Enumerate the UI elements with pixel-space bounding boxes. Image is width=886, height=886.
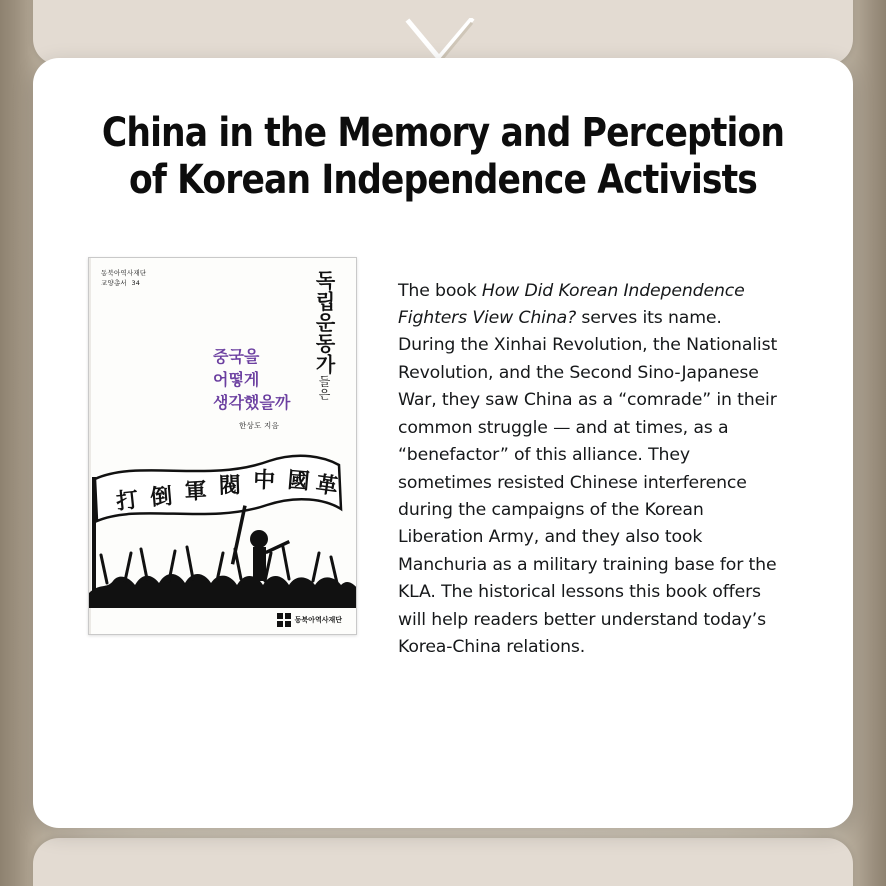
svg-text:倒: 倒 (149, 484, 174, 512)
blurb-rest: serves its name. During the Xinhai Revolution, the Nationalist Revolution, and the Second Sino-Japanese War, they saw China as a “comrade” in their common struggle — and at times, as a “benefactor” of this alliance. They sometimes resisted Chinese interference during the campaigns of the Korean Liberation Army, and they also took Manchuria as a military training base for the KLA. The historical lessons this book offers will help readers better understand today’s Korea-China relations. (398, 308, 778, 657)
book-description-text (398, 275, 783, 662)
card-stack-below (33, 838, 853, 886)
book-korean-subtitle: 중국을 어떻게 생각했을까 (213, 347, 291, 412)
book-author-line: 한상도 지음 (239, 421, 280, 431)
publisher-mark-icon (277, 613, 291, 627)
publisher-logo-text: 동북아역사재단 (294, 616, 342, 625)
book-publisher-logo (277, 613, 342, 627)
book-korean-title: 독립운동가들은 (312, 270, 336, 402)
book-publisher-label: 동북아역사재단 교양총서 34 (101, 269, 147, 287)
svg-text:閥: 閥 (218, 473, 242, 500)
blurb-lead: The book (398, 280, 482, 301)
svg-text:國: 國 (286, 468, 311, 496)
blurb-book-title: How Did Korean Independence Fighters View China? (398, 280, 745, 329)
svg-text:革: 革 (314, 472, 340, 501)
book-cover-artwork (89, 443, 356, 608)
svg-text:打: 打 (115, 488, 140, 516)
chevron-down-icon (405, 18, 475, 63)
content-card (33, 58, 853, 828)
book-cover-image (88, 257, 357, 635)
svg-text:軍: 軍 (184, 479, 208, 506)
card-body (33, 204, 853, 678)
page-title: China in the Memory and Perception of Korean Independence Activists (101, 110, 785, 204)
svg-text:中: 中 (252, 468, 276, 495)
